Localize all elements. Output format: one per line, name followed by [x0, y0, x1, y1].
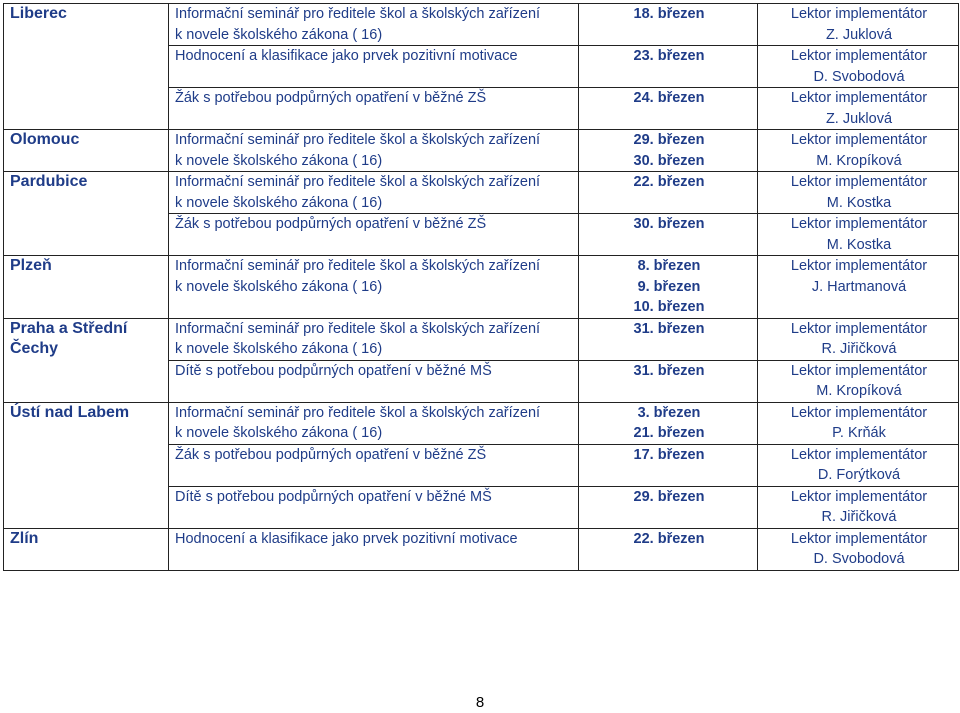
table-row: [4, 256, 959, 319]
topic-cell: Hodnocení a klasifikace jako prvek pozitivní motivace: [169, 528, 579, 570]
table-row: [4, 130, 959, 172]
date-cell: 23. březen: [579, 46, 758, 88]
lector-cell: Lektor implementátor P. Krňák: [758, 402, 959, 444]
topic-cell: Hodnocení a klasifikace jako prvek pozitivní motivace: [169, 46, 579, 88]
lector-cell: Lektor implementátor M. Kostka: [758, 172, 959, 214]
topic-cell: Informační seminář pro ředitele škol a školských zařízení k novele školského zákona ( 16): [169, 4, 579, 46]
table-row: [4, 172, 959, 214]
region-cell: Praha a Střední Čechy: [4, 318, 169, 402]
date-cell: 31. březen: [579, 360, 758, 402]
region-cell: Pardubice: [4, 172, 169, 256]
topic-cell: Informační seminář pro ředitele škol a školských zařízení k novele školského zákona ( 16): [169, 256, 579, 319]
region-cell: Ústí nad Labem: [4, 402, 169, 528]
topic-cell: Žák s potřebou podpůrných opatření v běžné ZŠ: [169, 444, 579, 486]
region-cell: Liberec: [4, 4, 169, 130]
table-row: [4, 318, 959, 360]
date-cell: 3. březen 21. březen: [579, 402, 758, 444]
lector-cell: Lektor implementátor M. Kropíková: [758, 360, 959, 402]
topic-cell: Informační seminář pro ředitele škol a školských zařízení k novele školského zákona ( 16): [169, 318, 579, 360]
date-cell: 8. březen 9. březen 10. březen: [579, 256, 758, 319]
lector-cell: Lektor implementátor J. Hartmanová: [758, 256, 959, 319]
date-cell: 29. březen 30. březen: [579, 130, 758, 172]
topic-cell: Žák s potřebou podpůrných opatření v běžné ZŠ: [169, 214, 579, 256]
date-cell: 24. březen: [579, 88, 758, 130]
lector-cell: Lektor implementátor D. Svobodová: [758, 528, 959, 570]
region-cell: Olomouc: [4, 130, 169, 172]
lector-cell: Lektor implementátor Z. Juklová: [758, 88, 959, 130]
topic-cell: Dítě s potřebou podpůrných opatření v běžné MŠ: [169, 486, 579, 528]
date-cell: 22. březen: [579, 528, 758, 570]
topic-cell: Dítě s potřebou podpůrných opatření v běžné MŠ: [169, 360, 579, 402]
table-row: [4, 402, 959, 444]
topic-cell: Žák s potřebou podpůrných opatření v běžné ZŠ: [169, 88, 579, 130]
seminar-schedule-table: [3, 3, 959, 571]
topic-cell: Informační seminář pro ředitele škol a školských zařízení k novele školského zákona ( 16): [169, 172, 579, 214]
table-row: [4, 528, 959, 570]
lector-cell: Lektor implementátor D. Forýtková: [758, 444, 959, 486]
page-number: 8: [475, 694, 485, 711]
lector-cell: Lektor implementátor R. Jiřičková: [758, 318, 959, 360]
table-row: [4, 4, 959, 46]
region-cell: Plzeň: [4, 256, 169, 319]
lector-cell: Lektor implementátor Z. Juklová: [758, 4, 959, 46]
lector-cell: Lektor implementátor M. Kostka: [758, 214, 959, 256]
date-cell: 22. březen: [579, 172, 758, 214]
date-cell: 31. březen: [579, 318, 758, 360]
topic-cell: Informační seminář pro ředitele škol a školských zařízení k novele školského zákona ( 16): [169, 130, 579, 172]
topic-cell: Informační seminář pro ředitele škol a školských zařízení k novele školského zákona ( 16): [169, 402, 579, 444]
date-cell: 30. březen: [579, 214, 758, 256]
lector-cell: Lektor implementátor D. Svobodová: [758, 46, 959, 88]
date-cell: 18. březen: [579, 4, 758, 46]
region-cell: Zlín: [4, 528, 169, 570]
lector-cell: Lektor implementátor R. Jiřičková: [758, 486, 959, 528]
date-cell: 17. březen: [579, 444, 758, 486]
lector-cell: Lektor implementátor M. Kropíková: [758, 130, 959, 172]
date-cell: 29. březen: [579, 486, 758, 528]
